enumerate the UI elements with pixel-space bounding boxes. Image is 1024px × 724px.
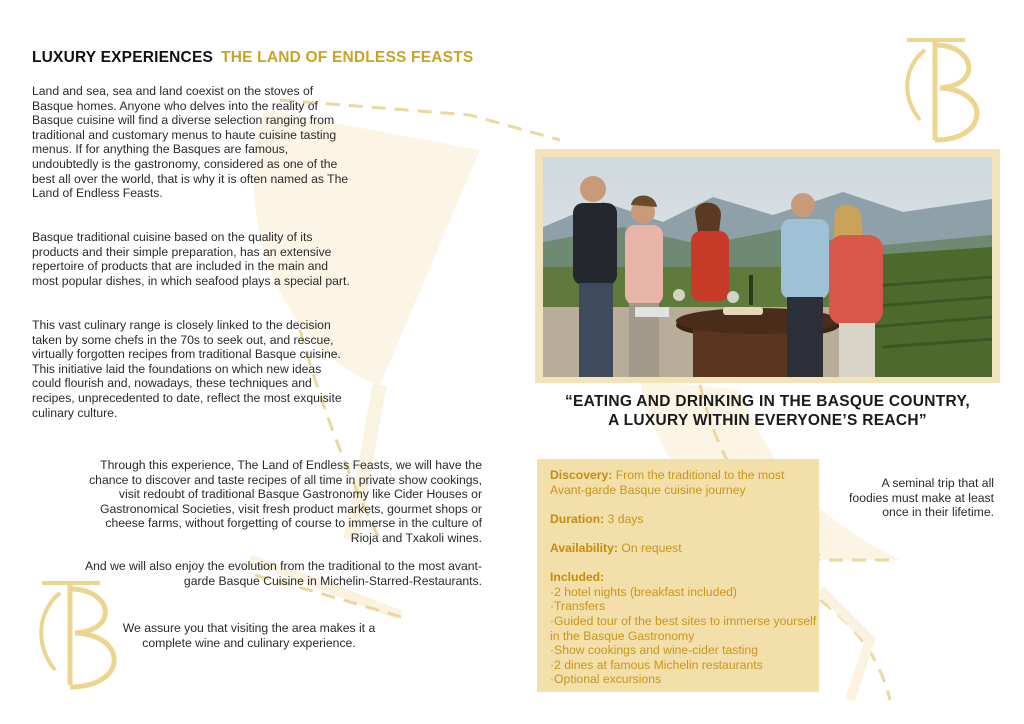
- included-item: ·2 hotel nights (breakfast included): [550, 584, 737, 599]
- duration-value: 3 days: [607, 511, 644, 526]
- included-label: Included:: [550, 570, 605, 585]
- included-item: ·2 dines at famous Michelin restaurants: [550, 657, 763, 672]
- experience-paragraph-3: We assure you that visiting the area makes it a complete wine and culinary experience.: [122, 621, 376, 650]
- brand-logo-top: [895, 30, 995, 150]
- intro-paragraph-1: Land and sea, sea and land coexist on the stoves of Basque homes. Anyone who delves into the reality of Basque cuisine will find a diverse selection ranging from traditional and customary menus to haute cuisine tasting menus. If for anything the Basques are famous, undoubtedly is the gastronomy, considered as one of the best all over the world, that is why it is often named as The Land of Endless Feasts.: [32, 84, 349, 201]
- duration-row: [550, 512, 820, 527]
- quote-line-1: “EATING AND DRINKING IN THE BASQUE COUNTRY,: [564, 393, 970, 410]
- included-item: ·Guided tour of the best sites to immerse yourself in the Basque Gastronomy: [550, 613, 817, 643]
- included-item: ·Transfers: [550, 599, 606, 614]
- intro-paragraph-2: Basque traditional cuisine based on the quality of its products and their simple preparation, has an extensive repertoire of products that are included in the main and most popular dishes, in which seafood plays a special part.: [32, 230, 350, 288]
- title-luxury-experiences: LUXURY EXPERIENCES: [32, 49, 214, 66]
- vineyard-photo: [543, 157, 992, 377]
- discovery-row: [550, 468, 820, 497]
- side-note: A seminal trip that all foodies must make at least once in their lifetime.: [849, 476, 994, 520]
- headline-quote: [545, 392, 990, 430]
- included-item: ·Optional excursions: [550, 672, 662, 687]
- title-land-of-endless-feasts: THE LAND OF ENDLESS FEASTS: [221, 49, 474, 66]
- intro-paragraph-3: This vast culinary range is closely linked to the decision taken by some chefs in the 70s to seek out, and rescue, virtually forgotten recipes from traditional Basque cuisine. This initiative laid the foundations on which new ideas could flourish and, nowadays, these techniques and recipes, unprecedented to date, reflect the most exquisite culinary culture.: [32, 318, 342, 420]
- included-item: ·Show cookings and wine-cider tasting: [550, 643, 758, 658]
- details-text: [550, 468, 820, 687]
- page-title: [32, 49, 473, 67]
- experience-paragraph-1: Through this experience, The Land of Endless Feasts, we will have the chance to discover and taste recipes of all time in private show cookings, visit redoubt of traditional Basque Gastronomy like Cider Houses or Gastronomical Societies, visit fresh product markets, gourmet shops or cheese farms, without forgetting of course to immerse in the culture of Rioja and Txakoli wines.: [89, 458, 482, 545]
- svg-text:B: B: [944, 102, 946, 103]
- discovery-value: From the traditional to the most Avant-garde Basque cuisine journey: [550, 468, 785, 497]
- duration-label: Duration:: [550, 511, 605, 526]
- quote-line-2: A LUXURY WITHIN EVERYONE’S REACH”: [608, 412, 927, 429]
- experience-paragraph-2: And we will also enjoy the evolution from the traditional to the most avant-garde Basque Cuisine in Michelin-Starred-Restaurants.: [85, 559, 482, 588]
- discovery-label: Discovery:: [550, 468, 613, 482]
- availability-row: [550, 541, 820, 556]
- availability-label: Availability:: [550, 540, 618, 555]
- availability-value: On request: [621, 540, 682, 555]
- included-row: [550, 570, 820, 687]
